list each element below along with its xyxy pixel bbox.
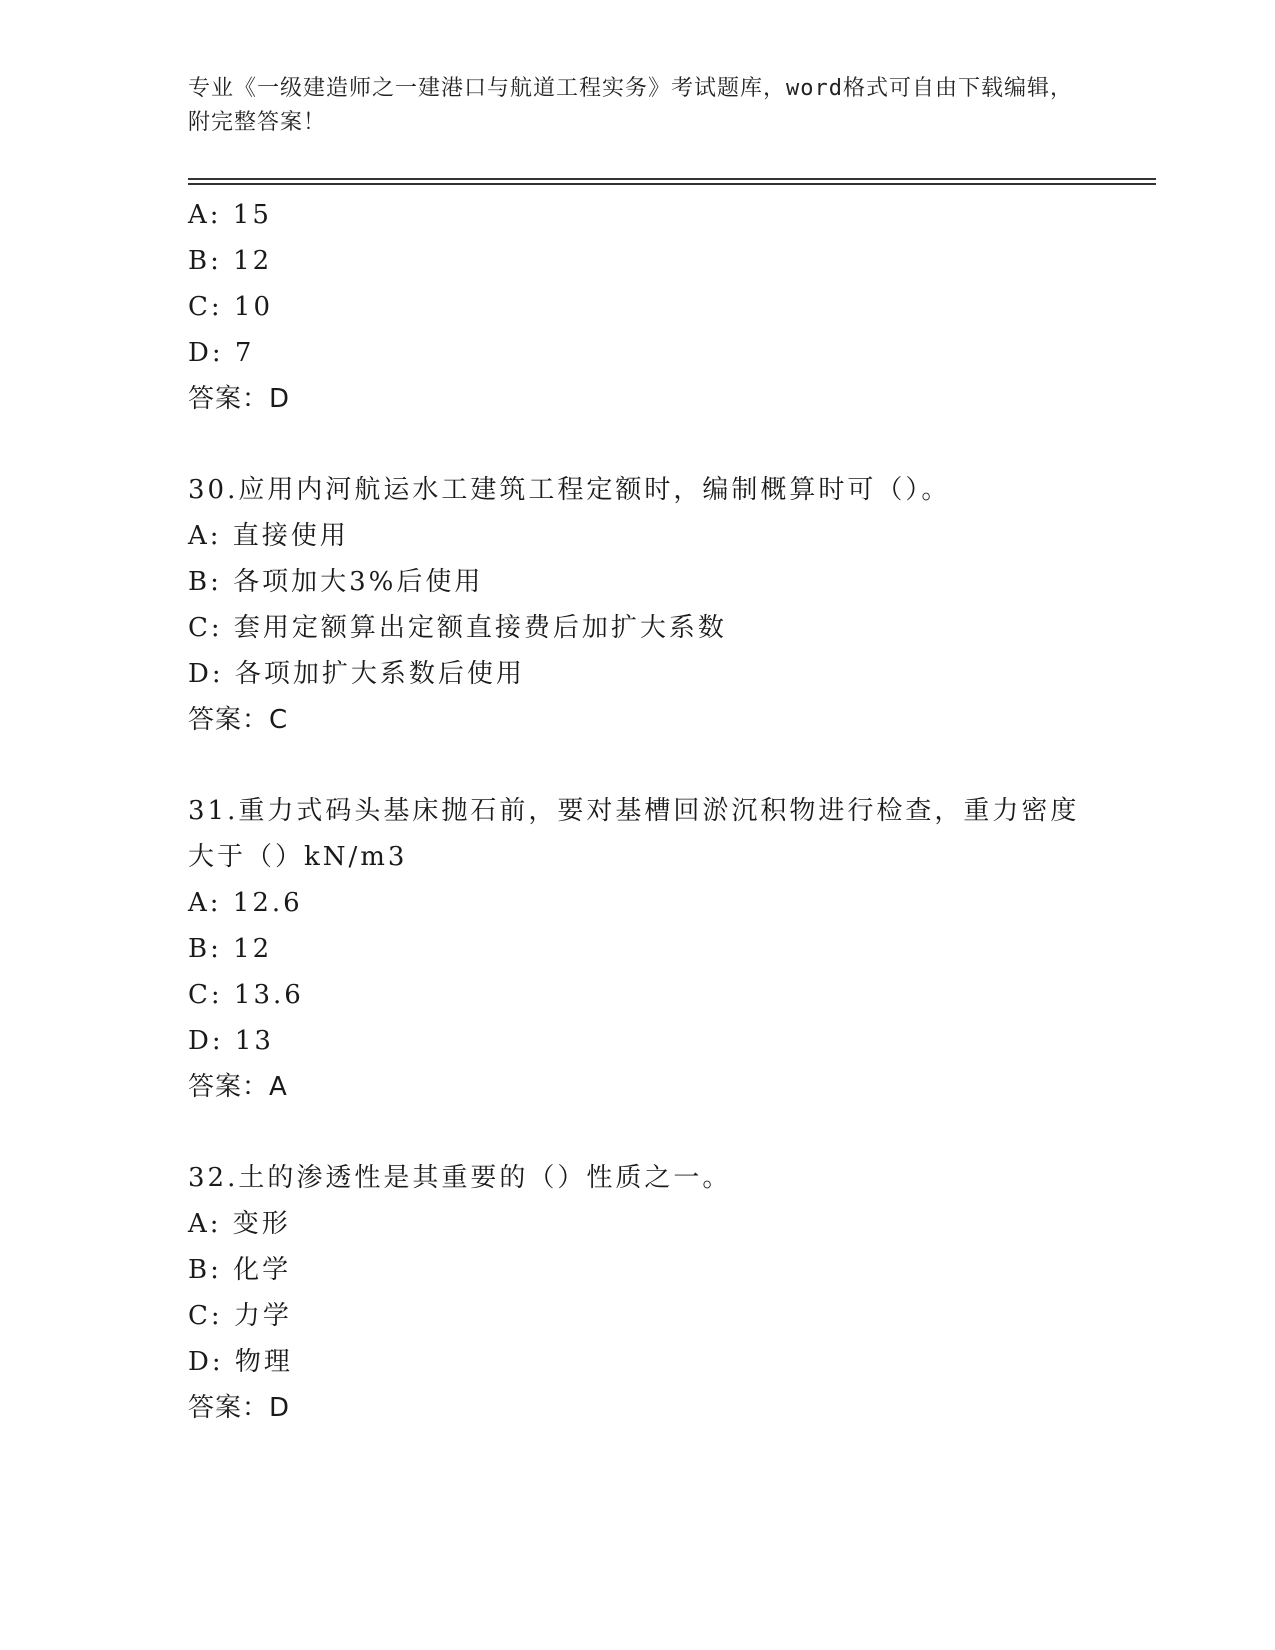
option-a: A: 12.6 <box>188 888 303 918</box>
option-c: C: 套用定额算出定额直接费后加扩大系数 <box>188 613 727 643</box>
option-a: A: 直接使用 <box>188 521 349 551</box>
option-c: C: 10 <box>188 292 274 322</box>
document-header <box>188 72 1088 140</box>
question-title: 31.重力式码头基床抛石前，要对基槽回淤沉积物进行检查，重力密度 <box>188 796 1080 826</box>
question-block <box>188 467 1128 743</box>
divider-line <box>188 178 1156 180</box>
question-title: 32.土的渗透性是其重要的（）性质之一。 <box>188 1163 732 1193</box>
option-b: B: 12 <box>188 246 273 276</box>
option-d: D: 各项加扩大系数后使用 <box>188 659 525 689</box>
option-a: A: 变形 <box>188 1209 291 1239</box>
header-double-rule <box>188 178 1156 185</box>
question-block <box>188 1155 1128 1431</box>
option-a: A: 15 <box>188 200 272 230</box>
question-block <box>188 788 1128 1110</box>
option-d: D: 物理 <box>188 1347 293 1377</box>
question-list <box>188 192 1128 1431</box>
option-d: D: 13 <box>188 1026 274 1056</box>
answer-label: 答案：D <box>188 384 291 414</box>
option-b: B: 各项加大3%后使用 <box>188 567 484 597</box>
answer-label: 答案：D <box>188 1393 291 1423</box>
option-b: B: 12 <box>188 934 273 964</box>
option-c: C: 13.6 <box>188 980 304 1010</box>
question-title-continued: 大于（）kN/m3 <box>188 842 408 872</box>
option-c: C: 力学 <box>188 1301 292 1331</box>
question-block <box>188 192 1128 422</box>
option-d: D: 7 <box>188 338 255 368</box>
answer-label: 答案：C <box>188 705 289 735</box>
divider-line <box>188 183 1156 185</box>
option-b: B: 化学 <box>188 1255 292 1285</box>
document-title: 专业《一级建造师之一建港口与航道工程实务》考试题库，word格式可自由下载编辑，附完整答案！ <box>188 76 1073 135</box>
question-title: 30.应用内河航运水工建筑工程定额时，编制概算时可（）。 <box>188 475 951 505</box>
answer-label: 答案：A <box>188 1072 288 1102</box>
